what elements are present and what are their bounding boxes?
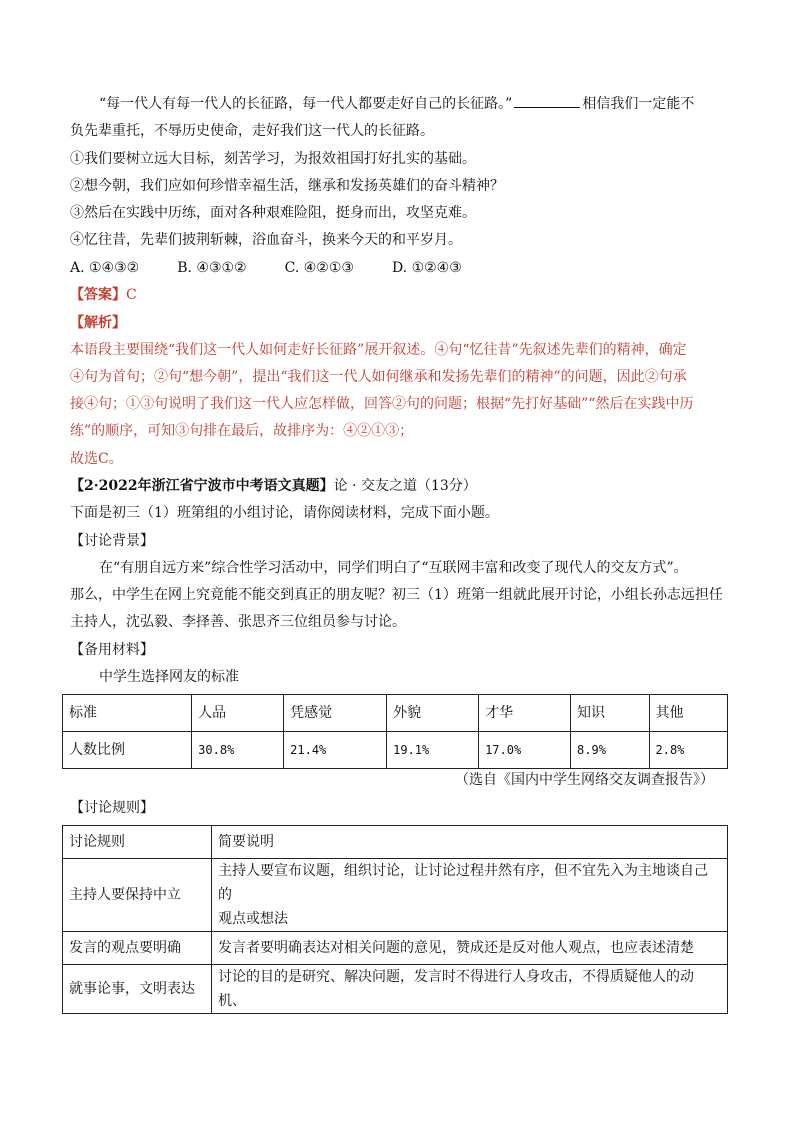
option-b: B. ④③①② <box>177 260 247 276</box>
value-cell: 19.1% <box>387 732 479 769</box>
header-cell: 标准 <box>63 695 192 732</box>
analysis-line-4: 练”的顺序，可知③句排在最后，故排序为：④②①③； <box>70 423 414 439</box>
description-line: 主持人要宣布议题，组织讨论，让讨论过程井然有序，但不宜先入为主地谈自己的 <box>218 863 708 903</box>
description-cell: 发言者要明确表达对相关问题的意见，赞成还是反对他人观点，也应表述清楚 <box>212 932 728 965</box>
standards-header-row <box>63 695 728 732</box>
standards-table <box>62 694 728 769</box>
analysis-conclusion: 故选C。 <box>70 451 123 467</box>
header-cell: 外貌 <box>387 695 479 732</box>
description-cell: 讨论的目的是研究、解决问题，发言时不得进行人身攻击，不得质疑他人的动机、 <box>212 965 728 1014</box>
section-intro: 下面是初三（1）班第组的小组讨论，请你阅读材料，完成下面小题。 <box>70 505 499 521</box>
background-line-3: 主持人，沈弘毅、李择善、张思齐三位组员参与讨论。 <box>70 614 406 630</box>
sentence-item-4: ④忆往昔，先辈们披荆斩棘，浴血奋斗，换来今天的和平岁月。 <box>70 232 462 248</box>
header-cell: 才华 <box>479 695 571 732</box>
value-cell: 2.8% <box>649 732 728 769</box>
header-cell: 简要说明 <box>212 826 728 859</box>
description-line: 观点或想法 <box>218 911 288 927</box>
sentence-item-1: ①我们要树立远大目标，刻苦学习，为报效祖国打好扎实的基础。 <box>70 151 476 167</box>
rules-row <box>63 859 728 932</box>
value-cell: 8.9% <box>571 732 649 769</box>
header-cell: 人品 <box>192 695 284 732</box>
stem-continuation: 相信我们一定能不 <box>582 96 695 112</box>
table-source: （选自《国内中学生网络交友调查报告》） <box>455 772 714 788</box>
background-line-2: 那么，中学生在网上究竟能不能交到真正的朋友呢？初三（1）班第一组就此展开讨论，小组长孙志远担任 <box>70 587 723 603</box>
value-cell: 21.4% <box>284 732 387 769</box>
header-cell: 凭感觉 <box>284 695 387 732</box>
rules-table <box>62 825 728 1014</box>
rule-cell: 主持人要保持中立 <box>63 859 212 932</box>
stem-quote: “每一代人有每一代人的长征路，每一代人都要走好自己的长征路。” <box>99 96 513 112</box>
analysis-line-2: ④句为首句；②句“想今朝”，提出“我们这一代人如何继承和发扬先辈们的精神”的问题，因此②句承 <box>70 369 687 385</box>
header-cell: 知识 <box>571 695 649 732</box>
analysis-line-3: 接④句；①③句说明了我们这一代人应怎样做，回答②句的问题；根据“先打好基础”“然后在实践中历 <box>70 396 694 412</box>
header-cell: 其他 <box>649 695 728 732</box>
option-d: D. ①②④③ <box>391 260 462 276</box>
answer-label: 【答案】 <box>70 287 126 303</box>
answer-value: C <box>126 287 137 303</box>
sentence-item-3: ③然后在实践中历练，面对各种艰难险阻，挺身而出，攻坚克难。 <box>70 205 476 221</box>
value-cell: 30.8% <box>192 732 284 769</box>
analysis-label: 【解析】 <box>70 315 126 331</box>
standards-data-row <box>63 732 728 769</box>
row-label-cell: 人数比例 <box>63 732 192 769</box>
rules-label: 【讨论规则】 <box>70 800 154 816</box>
rule-cell: 就事论事，文明表达 <box>63 965 212 1014</box>
answer-blank <box>514 93 580 108</box>
materials-label: 【备用材料】 <box>70 642 154 658</box>
question-stem-line-1 <box>99 93 694 114</box>
option-a: A. ①④③② <box>70 260 140 276</box>
section-title: 论 · 交友之道（13分） <box>333 478 477 494</box>
section-header <box>70 476 477 496</box>
answer-line <box>70 285 137 305</box>
answer-options <box>70 258 500 278</box>
header-cell: 讨论规则 <box>63 826 212 859</box>
rules-row <box>63 932 728 965</box>
background-line-1: 在“有朋自远方来”综合性学习活动中，同学们明白了“互联网丰富和改变了现代人的交友方式”。 <box>99 560 688 576</box>
background-label: 【讨论背景】 <box>70 533 154 549</box>
analysis-line-1: 本语段主要围绕“我们这一代人如何走好长征路”展开叙述。④句“忆往昔”先叙述先辈们的精神，确定 <box>70 342 687 358</box>
value-cell: 17.0% <box>479 732 571 769</box>
table-title: 中学生选择网友的标准 <box>99 669 239 685</box>
option-c: C. ④②①③ <box>284 260 354 276</box>
description-cell <box>212 859 728 932</box>
rule-cell: 发言的观点要明确 <box>63 932 212 965</box>
rules-row <box>63 965 728 1014</box>
rules-header-row <box>63 826 728 859</box>
section-source-tag: 【2·2022年浙江省宁波市中考语文真题】 <box>70 478 334 494</box>
question-stem-line-2: 负先辈重托，不辱历史使命，走好我们这一代人的长征路。 <box>70 123 434 139</box>
sentence-item-2: ②想今朝，我们应如何珍惜幸福生活，继承和发扬英雄们的奋斗精神？ <box>70 178 504 194</box>
